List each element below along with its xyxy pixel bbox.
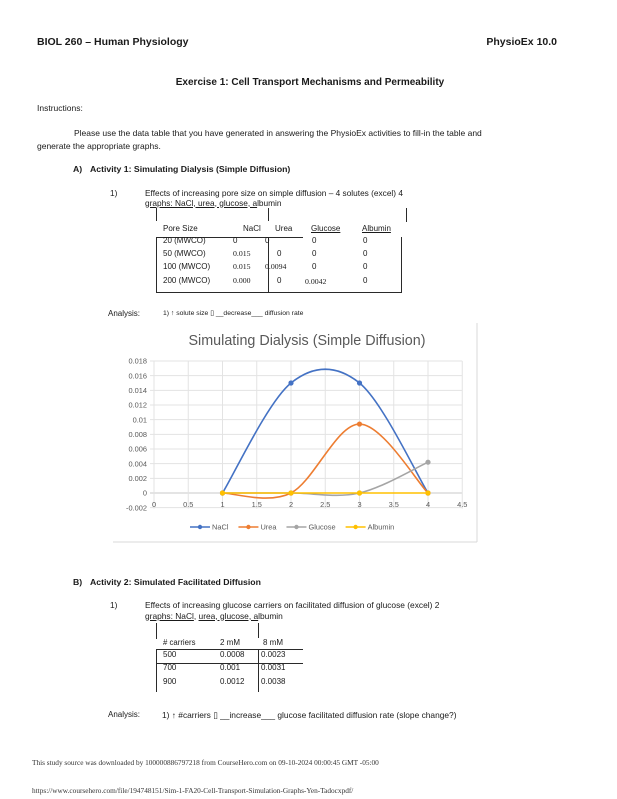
table-a-cell: 0 xyxy=(277,248,282,258)
legend-item-nacl xyxy=(190,523,229,532)
footer-source-url[interactable]: https://www.coursehero.com/file/194748151/Sim-1-FA20-Cell-Transport-Simulation-Graphs-Yen-Tadocxpdf/ xyxy=(32,785,354,795)
legend-label: NaCl xyxy=(212,522,229,532)
activity-a-item-number: 1) xyxy=(110,187,118,198)
chart-marker xyxy=(357,421,362,426)
table-b-cell: 900 xyxy=(163,676,177,686)
activity-a-heading: Activity 1: Simulating Dialysis (Simple Diffusion) xyxy=(90,164,291,175)
activity-b-label: B) xyxy=(73,577,83,588)
analysis-a-text: 1) ↑ solute size ▯ __decrease___ diffusion rate xyxy=(163,309,304,317)
analysis-b-text: 1) ↑ #carriers ▯ __increase___ glucose facilitated diffusion rate (slope change?) xyxy=(162,709,457,720)
chart-y-tick-label: 0.004 xyxy=(128,459,147,469)
activity-b-graphs-part-3: urea, glucose, a xyxy=(198,610,259,621)
table-b-header-2mm: 2 mM xyxy=(220,637,240,647)
table-b-cell: 0.0008 xyxy=(220,650,245,660)
chart-y-tick-label: 0.008 xyxy=(128,429,147,439)
activity-a-label: A) xyxy=(73,164,83,175)
exercise-title: Exercise 1: Cell Transport Mechanisms and Permeability xyxy=(175,77,445,88)
table-a-cell: 0 xyxy=(312,235,317,245)
table-a-header-urea: Urea xyxy=(275,223,293,233)
chart-y-tick-label: 0.006 xyxy=(128,444,147,454)
chart-x-tick-label: 4 xyxy=(425,500,431,510)
legend-label: Urea xyxy=(260,522,277,532)
legend-item-glucose xyxy=(286,523,335,532)
chart-legend xyxy=(190,523,394,532)
chart-x-tick-label: 3 xyxy=(357,500,362,510)
chart-x-tick-label: 2.5 xyxy=(320,500,331,510)
legend-marker-icon xyxy=(198,525,202,529)
table-b-cell: 0.0031 xyxy=(261,663,286,673)
activity-b-item-number: 1) xyxy=(110,599,118,610)
activity-b-heading: Activity 2: Simulated Facilitated Diffusion xyxy=(90,577,261,588)
legend-label: Glucose xyxy=(308,522,336,532)
table-a-left-border xyxy=(156,237,157,292)
instructions-label: Instructions: xyxy=(37,102,83,113)
activity-a-item-line-2 xyxy=(145,199,282,207)
chart-marker xyxy=(425,490,430,495)
activity-a-item-line-1: Effects of increasing pore size on simple diffusion – 4 solutes (excel) 4 xyxy=(145,187,403,198)
chart-title: Simulating Dialysis (Simple Diffusion) xyxy=(188,332,426,349)
chart-y-tick-label: 0.018 xyxy=(128,356,147,366)
dialysis-line-chart xyxy=(100,320,480,550)
table-a-cell: 0.015 xyxy=(233,248,251,258)
table-a-cell: 200 (MWCO) xyxy=(163,275,211,285)
activity-a-graphs-rest: lbumin xyxy=(257,197,282,208)
table-a-cell: 0 xyxy=(363,262,368,272)
chart-marker xyxy=(357,490,362,495)
activity-b-graphs-part-4: lbumin xyxy=(258,610,283,621)
table-a-cell: 0.0042 xyxy=(305,276,327,286)
chart-marker xyxy=(288,490,293,495)
table-a-cell: 0 xyxy=(363,248,368,258)
chart-x-tick-label: 3.5 xyxy=(388,500,399,510)
table-b-cell: 0.001 xyxy=(220,663,241,673)
table-b-cell: 0.0038 xyxy=(261,676,286,686)
chart-x-tick-label: 1.5 xyxy=(251,500,262,510)
table-b-tick-middle xyxy=(258,623,259,638)
table-a-cell: 0 xyxy=(265,235,270,245)
table-b-cell: 0.0012 xyxy=(220,676,245,686)
activity-b-graphs-part-2: , xyxy=(193,610,199,621)
chart-gridlines xyxy=(150,361,462,509)
chart-y-tick-label: -0.002 xyxy=(126,503,147,513)
table-a-tick-right xyxy=(406,208,407,222)
chart-y-tick-label: 0.01 xyxy=(132,415,147,425)
table-b-middle-border xyxy=(258,649,259,692)
table-a-cell: 50 (MWCO) xyxy=(163,248,206,258)
table-a-header-albumin: Albumin xyxy=(362,223,391,233)
legend-item-urea xyxy=(238,523,277,532)
table-a-tick-left xyxy=(156,208,157,221)
instructions-line-1: Please use the data table that you have generated in answering the PhysioEx activities to fill-in the table and xyxy=(74,127,482,138)
legend-marker-icon xyxy=(294,525,298,529)
chart-marker xyxy=(288,380,293,385)
table-a-tick-middle xyxy=(268,208,269,221)
table-b-left-border xyxy=(156,649,157,692)
table-a-cell: 0 xyxy=(312,248,317,258)
chart-y-tick-label: 0.016 xyxy=(128,371,147,381)
chart-x-tick-label: 0 xyxy=(151,500,157,510)
chart-y-tick-label: 0.014 xyxy=(128,385,147,395)
activity-b-graphs-part-1: graphs: NaCl xyxy=(145,610,194,621)
course-title: BIOL 260 – Human Physiology xyxy=(37,35,189,48)
chart-y-axis-labels xyxy=(126,357,147,513)
table-a-cell: 100 (MWCO) xyxy=(163,262,211,272)
chart-marker xyxy=(357,380,362,385)
activity-b-item-line-2 xyxy=(145,612,283,620)
legend-label: Albumin xyxy=(367,522,395,532)
table-a-cell: 0.015 xyxy=(233,262,251,272)
chart-y-tick-label: 0 xyxy=(142,488,147,498)
table-a-bottom-border xyxy=(156,292,402,293)
table-a-right-border xyxy=(401,237,402,292)
analysis-a-label: Analysis: xyxy=(108,308,141,318)
table-b-tick-left xyxy=(156,623,157,639)
chart-marker xyxy=(425,460,430,465)
table-a-header-pore-size: Pore Size xyxy=(163,223,198,233)
table-a-cell: 0 xyxy=(277,275,282,285)
activity-b-item-line-1: Effects of increasing glucose carriers on facilitated diffusion of glucose (excel) 2 xyxy=(145,599,440,610)
table-a-cell: 20 (MWCO) xyxy=(163,235,206,245)
table-b-cell: 700 xyxy=(163,663,177,673)
software-version: PhysioEx 10.0 xyxy=(486,35,557,48)
instructions-line-2: generate the appropriate graphs. xyxy=(37,140,161,151)
table-a-cell: 0 xyxy=(363,235,368,245)
table-a-cell: 0.000 xyxy=(233,275,251,285)
chart-x-tick-label: 1 xyxy=(220,500,225,510)
table-b-cell: 0.0023 xyxy=(261,650,286,660)
chart-x-tick-label: 0.5 xyxy=(183,500,194,510)
legend-marker-icon xyxy=(246,525,250,529)
analysis-b-label: Analysis: xyxy=(108,709,141,719)
chart-x-tick-label: 4.5 xyxy=(457,500,468,510)
footer-download-note: This study source was downloaded by 100000886797218 from CourseHero.com on 09-10-2024 00:00:45 GMT -05:00 xyxy=(32,757,379,767)
table-a-cell: 0 xyxy=(363,275,368,285)
chart-y-tick-label: 0.002 xyxy=(128,473,147,483)
chart-marker xyxy=(220,490,225,495)
table-b-cell: 500 xyxy=(163,650,177,660)
table-a-header-glucose: Glucose xyxy=(311,223,341,233)
table-b-header-8mm: 8 mM xyxy=(263,637,283,647)
table-a-header-nacl: NaCl xyxy=(243,223,261,233)
legend-marker-icon xyxy=(353,525,357,529)
activity-a-graphs-underlined: graphs: NaCl, urea, glucose, a xyxy=(145,197,258,208)
table-a-cell: 0 xyxy=(312,262,317,272)
legend-item-albumin xyxy=(346,523,395,532)
table-a-cell: 0.0094 xyxy=(265,262,287,272)
chart-x-tick-label: 2 xyxy=(288,500,294,510)
table-b-header-carriers: # carriers xyxy=(163,637,196,647)
chart-y-tick-label: 0.012 xyxy=(128,400,147,410)
table-a-cell: 0 xyxy=(233,235,238,245)
